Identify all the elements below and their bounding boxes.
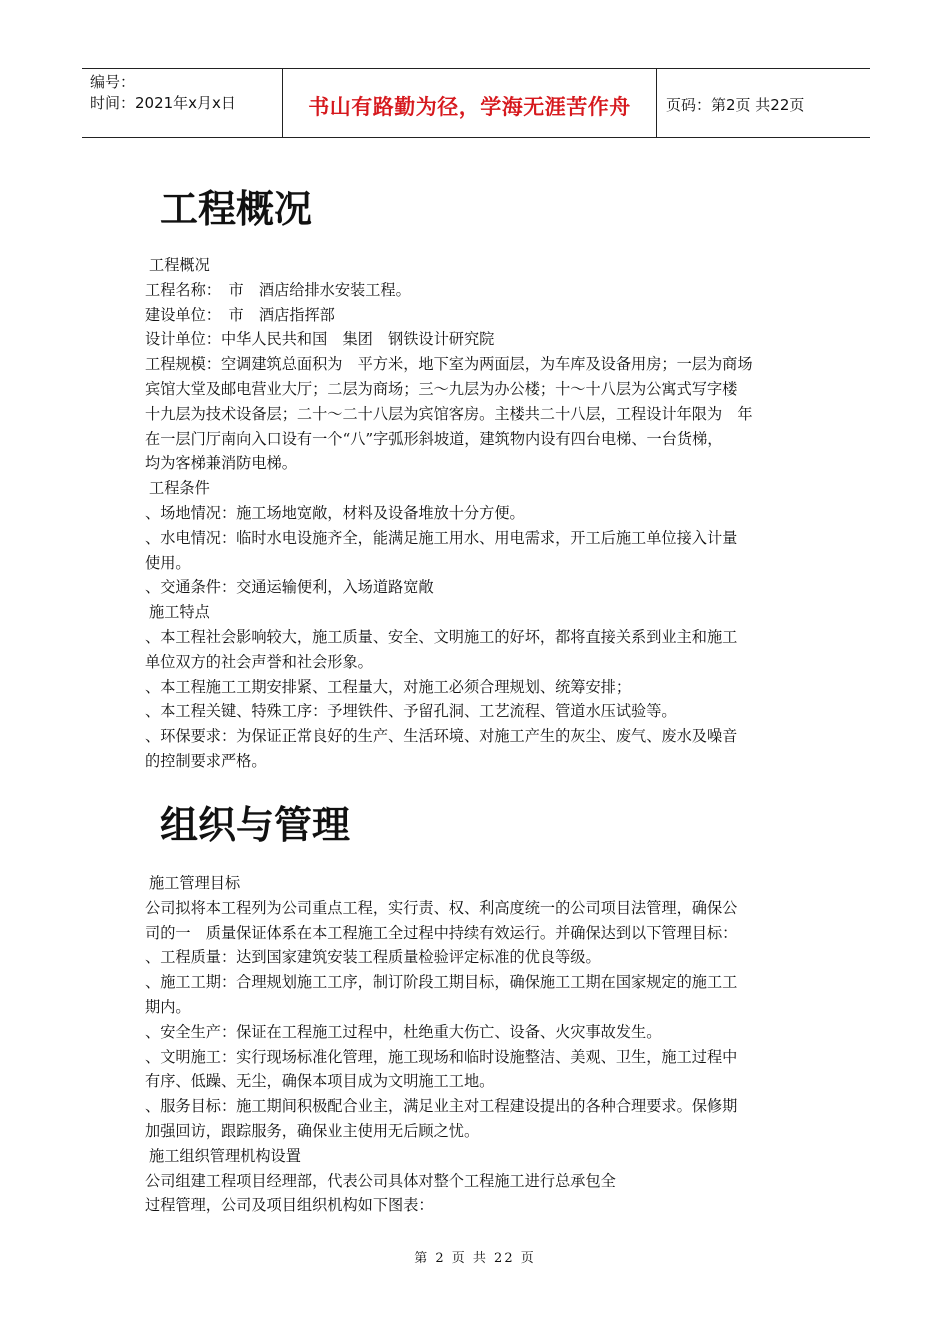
paragraph-line: 、环保要求：为保证正常良好的生产、生活环境、对施工产生的灰尘、废气、废水及噪音 [145, 727, 738, 746]
paragraph-line: 公司拟将本工程列为公司重点工程，实行责、权、利高度统一的公司项目法管理，确保公 [145, 898, 738, 917]
paragraph-line: 在一层门厅南向入口设有一个“八”字弧形斜坡道，建筑物内设有四台电梯、一台货梯， [145, 429, 723, 448]
doc-time-label: 时间：2021年x月x日 [90, 94, 236, 112]
paragraph-line: 建设单位： 市 酒店指挥部 [145, 305, 335, 324]
paragraph-line: 、本工程社会影响较大，施工质量、安全、文明施工的好坏，都将直接关系到业主和施工 [145, 627, 738, 646]
header-motto: 书山有路勤为径，学海无涯苦作舟 [308, 95, 631, 119]
doc-number-label: 编号： [90, 73, 136, 91]
section-heading-overview: 工程概况 [160, 187, 313, 231]
paragraph-line: 、安全生产：保证在工程施工过程中，杜绝重大伤亡、设备、火灾事故发生。 [145, 1022, 662, 1041]
subheading-goals: 施工管理目标 [149, 874, 241, 892]
header-divider-right [656, 69, 657, 137]
paragraph-line: 、场地情况：施工场地宽敞，材料及设备堆放十分方便。 [145, 503, 525, 522]
paragraph-line: 、服务目标：施工期间积极配合业主，满足业主对工程建设提出的各种合理要求。保修期 [145, 1097, 738, 1116]
paragraph-line: 设计单位：中华人民共和国 集团 钢铁设计研究院 [145, 330, 495, 349]
paragraph-line: 宾馆大堂及邮电营业大厅；二层为商场；三～九层为办公楼；十～十八层为公寓式写字楼 [145, 379, 738, 398]
paragraph-line: 、施工工期：合理规划施工工序，制订阶段工期目标，确保施工工期在国家规定的施工工 [145, 973, 738, 992]
section-overview-body [145, 253, 815, 774]
page-footer: 第 2 页 共 22 页 [414, 1251, 536, 1266]
subheading-features: 施工特点 [149, 603, 210, 622]
page-header [82, 68, 870, 138]
paragraph-line: 均为客梯兼消防电梯。 [145, 454, 297, 473]
subheading-overview: 工程概况 [149, 256, 210, 274]
paragraph-line: 、本工程关键、特殊工序：予埋铁件、予留孔洞、工艺流程、管道水压试验等。 [145, 702, 677, 721]
paragraph-line: 单位双方的社会声誉和社会形象。 [145, 652, 373, 671]
paragraph-line: 司的一 质量保证体系在本工程施工全过程中持续有效运行。并确保达到以下管理目标： [145, 923, 738, 942]
paragraph-line: 工程名称： 市 酒店给排水安装工程。 [145, 280, 411, 299]
paragraph-line: 的控制要求严格。 [145, 751, 267, 770]
paragraph-line: 、交通条件：交通运输便利，入场道路宽敞 [145, 578, 434, 597]
section-heading-organization: 组织与管理 [160, 803, 351, 847]
paragraph-line: 公司组建工程项目经理部，代表公司具体对整个工程施工进行总承包全 [145, 1171, 616, 1190]
paragraph-line: 期内。 [145, 997, 191, 1016]
paragraph-line: 、工程质量：达到国家建筑安装工程质量检验评定标准的优良等级。 [145, 948, 601, 967]
paragraph-line: 工程规模：空调建筑总面积为 平方米，地下室为两面层，为车库及设备用房；一层为商场 [145, 355, 753, 374]
paragraph-line: 使用。 [145, 553, 191, 572]
paragraph-line: 十九层为技术设备层；二十～二十八层为宾馆客房。主楼共二十八层，工程设计年限为 年 [145, 404, 753, 423]
subheading-org-structure: 施工组织管理机构设置 [149, 1146, 301, 1165]
paragraph-line: 、水电情况：临时水电设施齐全，能满足施工用水、用电需求，开工后施工单位接入计量 [145, 528, 738, 547]
paragraph-line: 、文明施工：实行现场标准化管理，施工现场和临时设施整洁、美观、卫生，施工过程中 [145, 1047, 738, 1066]
header-meta [90, 72, 236, 114]
subheading-conditions: 工程条件 [149, 479, 210, 498]
section-organization-body [145, 871, 815, 1218]
paragraph-line: 有序、低躁、无尘，确保本项目成为文明施工工地。 [145, 1072, 495, 1091]
header-page-info: 页码：第2页 共22页 [666, 96, 805, 114]
paragraph-line: 加强回访，跟踪服务，确保业主使用无后顾之忧。 [145, 1121, 480, 1140]
paragraph-line: 、本工程施工工期安排紧、工程量大，对施工必须合理规划、统筹安排； [145, 677, 631, 696]
paragraph-line: 过程管理，公司及项目组织机构如下图表： [145, 1196, 434, 1215]
